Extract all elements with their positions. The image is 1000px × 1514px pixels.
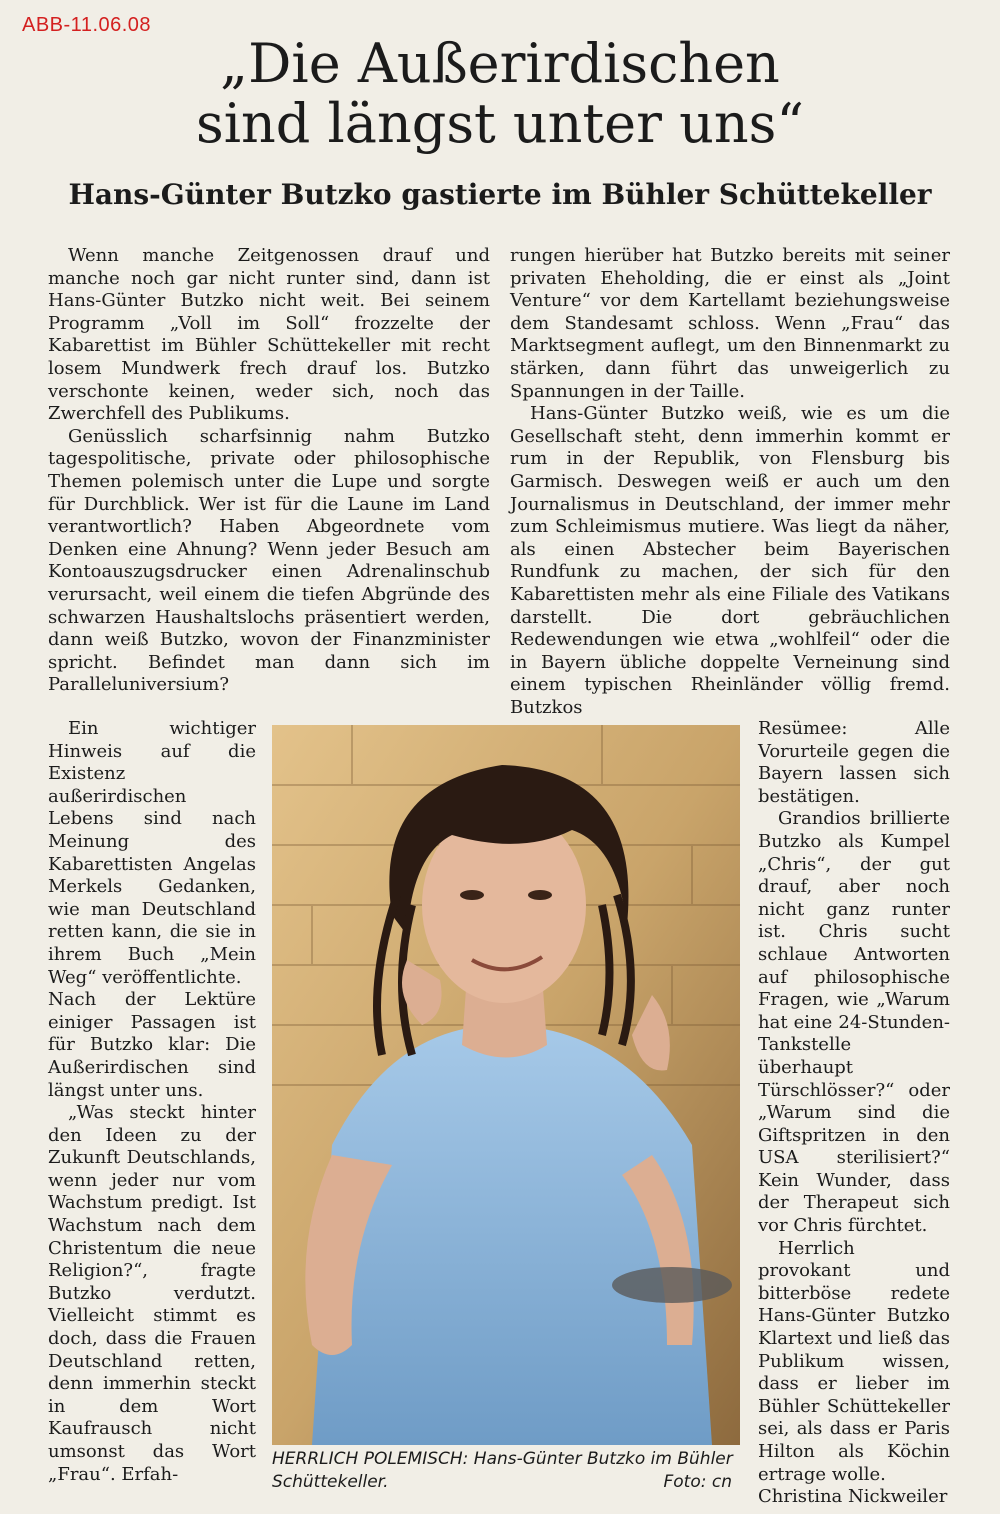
eye-right <box>528 890 552 900</box>
subheadline: Hans-Günter Butzko gastierte im Bühler Schüttekeller <box>68 178 932 211</box>
paragraph: rungen hierüber hat Butzko bereits mit seiner privaten Eheholding, die er einst als „Joint Venture“ vor dem Kartellamt beziehungsweise dem Standesamt schloss. Wenn „Frau“ das Marktsegment auflegt, um den Binnenmarkt zu stärken, dann führt das unweigerlich zu Spannungen in der Taille. <box>510 245 950 402</box>
photo-caption <box>272 1448 740 1494</box>
performer-photo-illustration <box>272 725 740 1445</box>
column-2-top <box>510 245 950 719</box>
paragraph: Ein wichtiger Hinweis auf die Existenz außerirdischen Lebens sind nach Meinung des Kabarettisten Angelas Merkels Gedanken, wie man Deutschland retten kann, die sie in ihrem Buch „Mein Weg“ veröffentlichte. <box>48 718 256 988</box>
paragraph: Genüsslich scharfsinnig nahm Butzko tagespolitische, private oder philosophische Themen polemisch unter die Lupe und sorgte für Durchblick. Wer ist für die Laune im Land verantwortlich? Haben Abgeordnete vom Denken eine Ahnung? Wenn jeder Besuch am Kontoauszugsdrucker einen Adrenalinschub verursacht, weil einem die tiefen Abgründe des schwarzen Haushaltslochs präsentiert werden, dann weiß Butzko, wovon der Finanzminister spricht. Befindet man dann sich im Paralleluniversium? <box>48 425 490 696</box>
author-byline: Christina Nickweiler <box>758 1486 948 1508</box>
headline-line-2: sind längst unter uns“ <box>196 92 804 155</box>
column-1-narrow <box>48 718 256 1486</box>
stool-seat <box>612 1267 732 1303</box>
archive-stamp: ABB-11.06.08 <box>22 14 152 36</box>
headline <box>0 34 1000 154</box>
paragraph: Grandios brillierte Butzko als Kumpel „Chris“, der gut drauf, aber noch nicht ganz runter ist. Chris sucht schlaue Antworten auf philosophische Fragen, wie „Warum hat eine 24-Stunden-Tankstelle überhaupt Türschlösser?“ oder „Warum sind die Giftspritzen in den USA sterilisiert?“ Kein Wunder, dass der Therapeut sich vor Chris fürchtet. <box>758 808 950 1237</box>
column-1-top <box>48 245 490 697</box>
paragraph: Herrlich provokant und bitterböse redete Hans-Günter Butzko Klartext und ließ das Publikum wissen, dass er lieber im Bühler Schüttekeller sei, als dass er Paris Hilton als Köchin ertrage wolle. <box>758 1237 950 1485</box>
headline-line-1: „Die Außerirdischen <box>220 32 780 95</box>
paragraph: „Was steckt hinter den Ideen zu der Zukunft Deutschlands, wenn jeder nur vom Wachstum predigt. Ist Wachstum nach dem Christentum die neue Religion?“, fragte Butzko verdutzt. Vielleicht stimmt es doch, dass die Frauen Deutschland retten, denn immerhin steckt in dem Wort Kaufrausch nicht umsonst das Wort „Frau“. Erfah- <box>48 1102 256 1485</box>
paragraph: Nach der Lektüre einiger Passagen ist für Butzko klar: Die Außerirdischen sind längst unter uns. <box>48 989 256 1101</box>
paragraph: Resümee: Alle Vorurteile gegen die Bayern lassen sich bestätigen. <box>758 718 950 807</box>
paragraph: Hans-Günter Butzko weiß, wie es um die Gesellschaft steht, denn immerhin kommt er rum in der Republik, von Flensburg bis Garmisch. Deswegen weiß er auch um den Journalismus in Deutschland, der immer mehr zum Schleimismus mutiere. Was liegt da näher, als einen Abstecher beim Bayerischen Rundfunk zu machen, der sich für den Kabarettisten mehr als eine Filiale des Vatikans darstellt. Die dort gebräuchlichen Redewendungen wie etwa „wohlfeil“ oder die in Bayern übliche doppelte Verneinung sind einem typischen Rheinländer völlig fremd. Butzkos <box>510 403 950 718</box>
column-2-narrow <box>758 718 950 1509</box>
article-photo <box>272 725 740 1445</box>
eye-left <box>460 890 484 900</box>
photo-credit: Foto: cn <box>663 1472 732 1492</box>
caption-text: HERRLICH POLEMISCH: Hans-Günter Butzko im Bühler Schüttekeller. <box>272 1449 733 1492</box>
paragraph: Wenn manche Zeitgenossen drauf und manche noch gar nicht runter sind, dann ist Hans-Günter Butzko nicht weit. Bei seinem Programm „Voll im Soll“ frozzelte der Kabarettist im Bühler Schüttekeller mit recht losem Mundwerk frech drauf los. Butzko verschonte keinen, weder sich, noch das Zwerchfell des Publikums. <box>48 245 490 425</box>
